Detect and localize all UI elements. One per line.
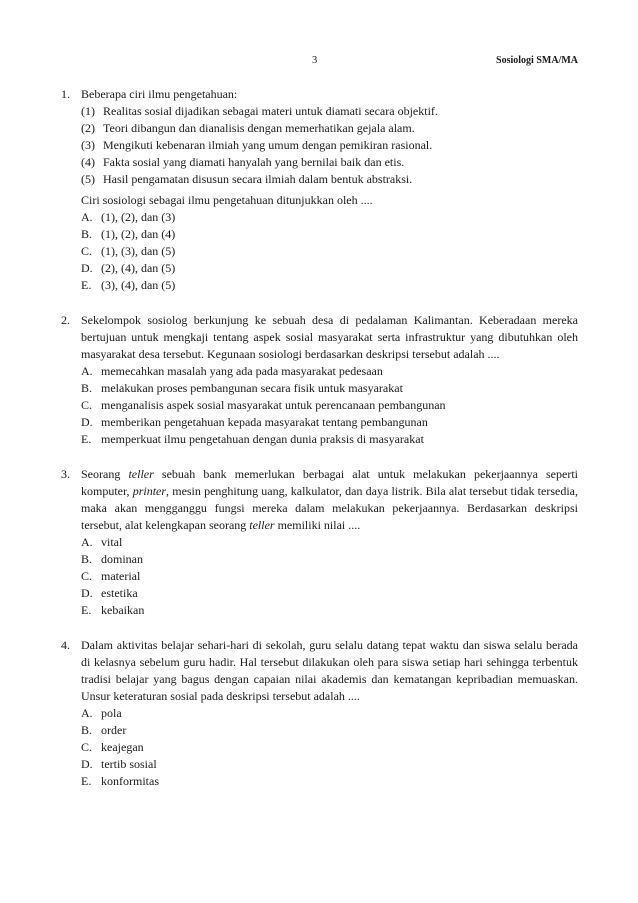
option-text: estetika bbox=[101, 586, 138, 600]
option-label: B. bbox=[81, 381, 93, 395]
option-text: menganalisis aspek sosial masyarakat untuk perencanaan pembangunan bbox=[101, 398, 446, 412]
answer-option-d[interactable] bbox=[81, 260, 578, 277]
option-text: material bbox=[101, 569, 141, 583]
answer-option-c[interactable] bbox=[81, 397, 578, 414]
statement-label: (2) bbox=[81, 121, 95, 135]
option-text: keajegan bbox=[101, 740, 144, 754]
option-text: melakukan proses pembangunan secara fisik untuk masyarakat bbox=[101, 381, 403, 395]
option-label: E. bbox=[81, 278, 92, 292]
question-stem: Beberapa ciri ilmu pengetahuan: bbox=[81, 87, 238, 101]
option-text: memberikan pengetahuan kepada masyarakat tentang pembangunan bbox=[101, 415, 428, 429]
option-label: D. bbox=[81, 586, 93, 600]
answer-option-a[interactable] bbox=[81, 209, 578, 226]
question-2 bbox=[61, 312, 578, 448]
statement-text: Realitas sosial dijadikan sebagai materi untuk diamati secara objektif. bbox=[103, 104, 438, 118]
question-stem bbox=[81, 466, 578, 534]
option-label: D. bbox=[81, 261, 93, 275]
option-text: dominan bbox=[101, 552, 143, 566]
answer-option-b[interactable] bbox=[81, 226, 578, 243]
answer-option-d[interactable] bbox=[81, 585, 578, 602]
stem-text: sebuah bank memerlukan berbagai alat untuk melakukan pekerjaannya seperti komputer, bbox=[81, 467, 579, 498]
option-text: (1), (3), dan (5) bbox=[101, 244, 176, 258]
option-text: (3), (4), dan (5) bbox=[101, 278, 176, 292]
page-number: 3 bbox=[312, 55, 318, 66]
statement-label: (1) bbox=[81, 104, 95, 118]
stem-term: printer bbox=[132, 484, 167, 498]
option-text: memecahkan masalah yang ada pada masyarakat pedesaan bbox=[101, 364, 383, 378]
answer-option-e[interactable] bbox=[81, 602, 578, 619]
option-label: E. bbox=[81, 774, 92, 788]
option-label: B. bbox=[81, 552, 93, 566]
option-label: B. bbox=[81, 723, 93, 737]
option-label: A. bbox=[81, 364, 93, 378]
answer-option-e[interactable] bbox=[81, 773, 578, 790]
option-label: A. bbox=[81, 210, 93, 224]
question-prompt: Ciri sosiologi sebagai ilmu pengetahuan ditunjukkan oleh .... bbox=[81, 193, 373, 207]
answer-option-b[interactable] bbox=[81, 722, 578, 739]
option-text: memperkuat ilmu pengetahuan dengan dunia praksis di masyarakat bbox=[101, 432, 424, 446]
option-text: (1), (2), dan (3) bbox=[101, 210, 176, 224]
option-label: A. bbox=[81, 535, 93, 549]
question-stem: Dalam aktivitas belajar sehari-hari di sekolah, guru selalu datang tepat waktu dan siswa selalu berada di kelasnya sebelum guru hadir. Hal tersebut dilakukan oleh para siswa setiap hari sehingga terbentuk tradisi belajar yang bagus dengan capaian nilai akademis dan kematangan kepribadian memuaskan. Unsur keteraturan sosial pada deskripsi tersebut adalah .... bbox=[81, 638, 578, 703]
question-number: 2. bbox=[61, 313, 70, 327]
option-label: C. bbox=[81, 244, 93, 258]
question-3 bbox=[61, 466, 578, 619]
question-number: 4. bbox=[61, 638, 70, 652]
option-text: (1), (2), dan (4) bbox=[101, 227, 176, 241]
question-number: 1. bbox=[61, 87, 70, 101]
option-label: C. bbox=[81, 740, 93, 754]
answer-option-d[interactable] bbox=[81, 414, 578, 431]
option-text: konformitas bbox=[101, 774, 159, 788]
stem-text: Seorang bbox=[81, 467, 129, 481]
answer-option-a[interactable] bbox=[81, 534, 578, 551]
statement-label: (5) bbox=[81, 172, 95, 186]
answer-option-b[interactable] bbox=[81, 551, 578, 568]
option-text: kebaikan bbox=[101, 603, 145, 617]
statement-text: Fakta sosial yang diamati hanyalah yang bernilai baik dan etis. bbox=[103, 155, 405, 169]
statement-text: Hasil pengamatan disusun secara ilmiah dalam bentuk abstraksi. bbox=[103, 172, 413, 186]
answer-option-c[interactable] bbox=[81, 243, 578, 260]
answer-option-a[interactable] bbox=[81, 363, 578, 380]
option-label: A. bbox=[81, 706, 93, 720]
option-label: C. bbox=[81, 569, 93, 583]
statement-text: Mengikuti kebenaran ilmiah yang umum dengan pemikiran rasional. bbox=[103, 138, 433, 152]
answer-option-b[interactable] bbox=[81, 380, 578, 397]
statement-label: (4) bbox=[81, 155, 95, 169]
answer-option-c[interactable] bbox=[81, 568, 578, 585]
header-title: Sosiologi SMA/MA bbox=[496, 55, 578, 66]
stem-text: , mesin penghitung uang, kalkulator, dan daya listrik. Bila alat tersebut tidak tersedia, maka akan mengganggu fungsi mereka dalam melakukan pekerjaannya. Berdasarkan deskripsi tersebut, alat kelengkapan seorang bbox=[81, 484, 578, 532]
option-label: D. bbox=[81, 415, 93, 429]
question-1 bbox=[61, 86, 578, 294]
option-text: pola bbox=[101, 706, 122, 720]
question-number: 3. bbox=[61, 467, 70, 481]
option-label: B. bbox=[81, 227, 93, 241]
stem-text: memiliki nilai .... bbox=[274, 518, 361, 532]
statement-item bbox=[81, 154, 578, 171]
question-4 bbox=[61, 637, 578, 790]
stem-term: teller bbox=[249, 518, 275, 532]
answer-option-e[interactable] bbox=[81, 277, 578, 294]
statement-item bbox=[81, 137, 578, 154]
answer-option-e[interactable] bbox=[81, 431, 578, 448]
statement-item bbox=[81, 103, 578, 120]
statement-item bbox=[81, 120, 578, 137]
answer-option-c[interactable] bbox=[81, 739, 578, 756]
answer-option-d[interactable] bbox=[81, 756, 578, 773]
statement-item bbox=[81, 171, 578, 188]
statement-label: (3) bbox=[81, 138, 95, 152]
stem-term: teller bbox=[128, 467, 154, 481]
answer-option-a[interactable] bbox=[81, 705, 578, 722]
statement-text: Teori dibangun dan dianalisis dengan memerhatikan gejala alam. bbox=[103, 121, 415, 135]
option-label: E. bbox=[81, 603, 92, 617]
option-label: C. bbox=[81, 398, 93, 412]
option-text: (2), (4), dan (5) bbox=[101, 261, 176, 275]
option-text: order bbox=[101, 723, 127, 737]
option-text: tertib sosial bbox=[101, 757, 157, 771]
option-label: D. bbox=[81, 757, 93, 771]
question-stem: Sekelompok sosiolog berkunjung ke sebuah desa di pedalaman Kalimantan. Keberadaan mereka bertujuan untuk mengkaji tentang aspek sosial masyarakat serta infrastruktur yang dibutuhkan oleh masyarakat desa tersebut. Kegunaan sosiologi berdasarkan deskripsi tersebut adalah .... bbox=[81, 313, 578, 361]
option-label: E. bbox=[81, 432, 92, 446]
option-text: vital bbox=[101, 535, 123, 549]
